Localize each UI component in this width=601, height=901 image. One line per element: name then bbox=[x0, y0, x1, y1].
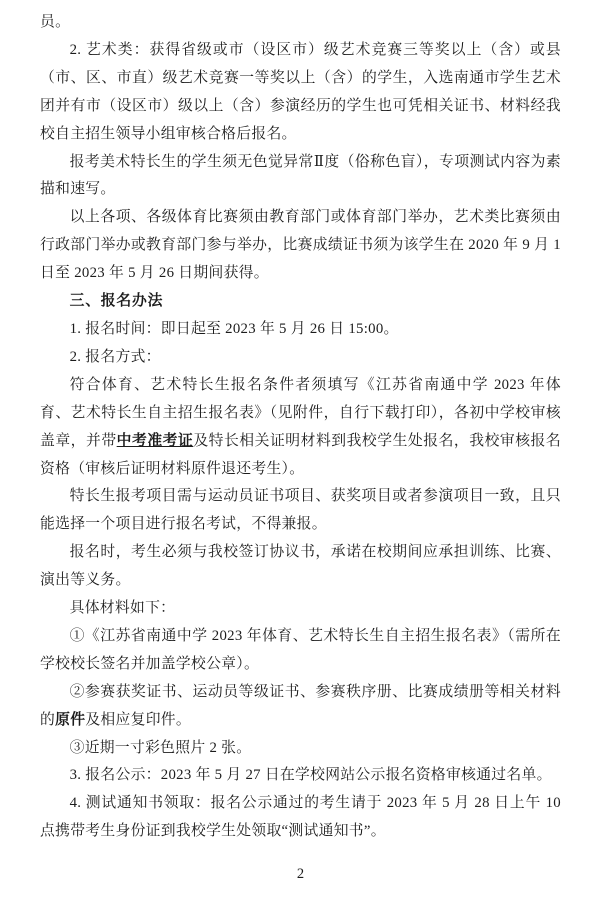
item-registration-publicity bbox=[40, 762, 561, 790]
text-run: 报考美术特长生的学生须无色觉异常Ⅱ度（俗称色盲），专项测试内容为素描和速写。 bbox=[40, 153, 561, 198]
para-material-1 bbox=[40, 623, 561, 679]
text-run: ①《江苏省南通中学 2023 年体育、艺术特长生自主招生报名表》（需所在学校校长签名并加盖学校公章）。 bbox=[40, 627, 561, 672]
text-run: 以上各项、各级体育比赛须由教育部门或体育部门举办，艺术类比赛须由行政部门举办或教育部门参与举办，比赛成绩证书须为该学生在 2020 年 9 月 1 日至 2023 年 5 月 26 日期间获得。 bbox=[40, 209, 561, 282]
para-materials-intro bbox=[40, 595, 561, 623]
para-art-category-condition bbox=[40, 37, 561, 149]
item-registration-way bbox=[40, 344, 561, 372]
item-registration-time bbox=[40, 316, 561, 344]
text-run: ②参赛获奖证书、运动员等级证书、参赛秩序册、比赛成绩册等相关材料的 bbox=[40, 683, 561, 728]
para-material-2 bbox=[40, 679, 561, 735]
text-run: 2. 艺术类：获得省级或市（设区市）级艺术竞赛三等奖以上（含）或县（市、区、市直）级艺术竞赛一等奖以上（含）的学生，入选南通市学生艺术团并有市（设区市）级以上（含）参演经历的学生也可凭相关证书、材料经我校自主招生领导小组审核合格后报名。 bbox=[40, 41, 561, 142]
para-agreement-obligation bbox=[40, 539, 561, 595]
text-run: 特长生报考项目需与运动员证书项目、获奖项目或者参演项目一致，且只能选择一个项目进行报名考试，不得兼报。 bbox=[40, 488, 561, 533]
emphasized-text: 中考准考证 bbox=[116, 432, 194, 449]
heading-registration-method bbox=[40, 288, 561, 316]
text-run: 及相应复印件。 bbox=[85, 711, 191, 728]
text-run: ③近期一寸彩色照片 2 张。 bbox=[69, 739, 252, 756]
text-run: 1. 报名时间：即日起至 2023 年 5 月 26 日 15:00。 bbox=[69, 320, 399, 337]
para-art-test-note bbox=[40, 149, 561, 205]
para-previous-page-tail bbox=[40, 9, 561, 37]
emphasized-text: 原件 bbox=[55, 711, 86, 728]
text-run: 3. 报名公示：2023 年 5 月 27 日在学校网站公示报名资格审核通过名单。 bbox=[69, 767, 552, 784]
text-run: 符合体育、艺术特长生报名条件者须填写《江苏省南通中学 2023 年体育、艺术特长生自主招生报名表》（见附件，自行下载打印），各初中学校审核盖章，并带 bbox=[40, 376, 561, 449]
text-run: 4. 测试通知书领取：报名公示通过的考生请于 2023 年 5 月 28 日上午 10 点携带考生身份证到我校学生处领取“测试通知书”。 bbox=[40, 795, 561, 840]
page-number: 2 bbox=[296, 866, 305, 882]
para-project-match-rule bbox=[40, 483, 561, 539]
item-test-notice-pickup bbox=[40, 790, 561, 846]
text-run: 报名时，考生必须与我校签订协议书，承诺在校期间应承担训练、比赛、演出等义务。 bbox=[40, 544, 561, 589]
text-run: 具体材料如下： bbox=[69, 600, 176, 617]
document-body bbox=[40, 9, 561, 846]
text-run: 及特长相关证明材料到我校学生处报名，我校审核报名资格（审核后证明材料原件退还考生）。 bbox=[40, 432, 561, 477]
para-material-3 bbox=[40, 735, 561, 763]
para-competition-requirement bbox=[40, 204, 561, 288]
para-registration-form bbox=[40, 372, 561, 484]
text-run: 三、报名办法 bbox=[69, 293, 164, 310]
text-run: 2. 报名方式： bbox=[69, 348, 161, 365]
text-run: 员。 bbox=[40, 14, 71, 30]
